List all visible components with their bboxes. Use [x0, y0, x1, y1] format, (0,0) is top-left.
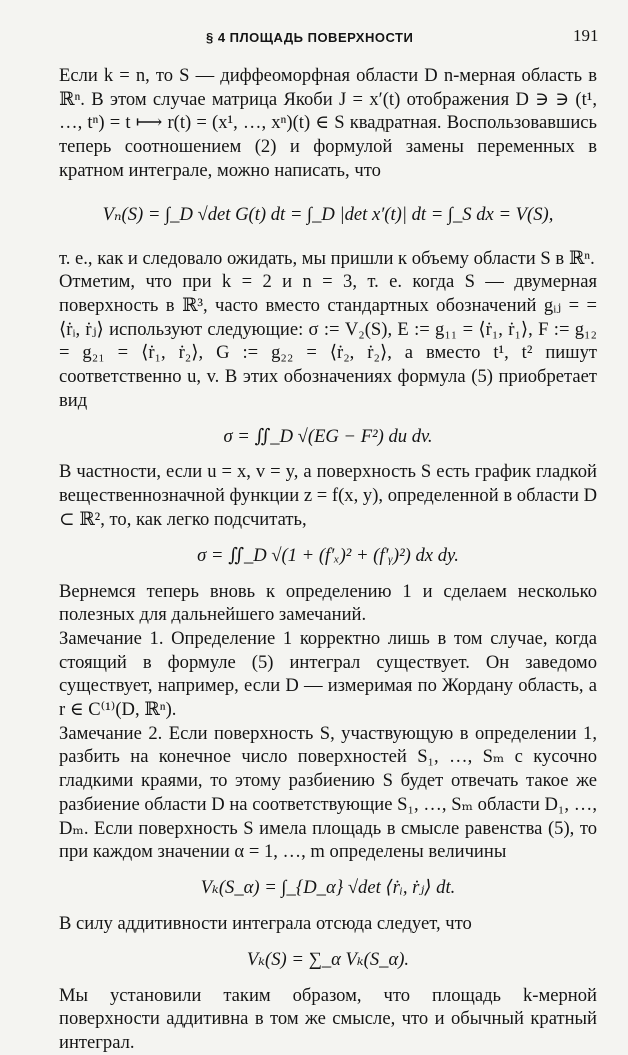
paragraph-additivity: В силу аддитивности интеграла отсюда следует, что: [59, 912, 472, 934]
page-body: [59, 64, 597, 1055]
paragraph-conclusion: Мы установили таким образом, что площадь k-мерной поверхности аддитивна в том же смысле, что и обычный кратный интеграл.: [59, 984, 597, 1054]
paragraph-graph-case: В частности, если u = x, v = y, а поверхность S есть график гладкой вещественнозначной функции z = f(x, y), определенной в области D ⊂ ℝ², то, как легко подсчитать,: [59, 461, 597, 530]
formula-area-eg: σ = ∬_D √(EG − F²) du dv.: [223, 425, 433, 447]
remark-2: Замечание 2. Если поверхность S, участвующую в определении 1, разбить на конечное число поверхностей S₁, …, Sₘ с кусочно гладкими краями, то этому разбиению S будет отвечать такое же разбиение области D на соответствующие S₁, …, Sₘ области D₁, …, Dₘ. Если поверхность S имела площадь в смысле равенства (5), то при каждом значении α = 1, …, m определены величины: [59, 722, 597, 863]
formula-volume: Vₙ(S) = ∫_D √det G(t) dt = ∫_D |det x′(t)| dt = ∫_S dx = V(S),: [102, 203, 554, 225]
paragraph-return-definition: Вернемся теперь вновь к определению 1 и сделаем несколько полезных для дальнейшего замечаний.: [59, 580, 597, 626]
page-header: [0, 26, 628, 50]
paragraph-notation: Отметим, что при k = 2 и n = 3, т. е. когда S — двумерная поверхность в ℝ³, часто вместо стандартных обозначений gᵢⱼ = = ⟨ṙᵢ, ṙⱼ⟩ используют следующие: σ := V₂(S), E := g₁₁ = ⟨ṙ₁, ṙ₁⟩, F := g₁₂ = g₂₁ = ⟨ṙ₁, ṙ₂⟩, G := g₂₂ = ⟨ṙ₂, ṙ₂⟩, а вместо t¹, t² пишут соответственно u, v. В этих обозначениях формула (5) приобретает вид: [59, 271, 597, 411]
paragraph-volume-case: Если k = n, то S — диффеоморфная области D n-мерная область в ℝⁿ. В этом случае матрица Якоби J = x′(t) отображения D ∋ ∋ (t¹, …, tⁿ) = t ⟼ r(t) = (x¹, …, xⁿ)(t) ∈ S квадратная. Воспользовавшись теперь соотношением (2) и формулой замены переменных в кратном интеграле, можно написать, что: [59, 65, 597, 181]
page-number: 191: [573, 26, 599, 45]
remark-1: Замечание 1. Определение 1 корректно лишь в том случае, когда стоящий в формуле (5) интеграл существует. Он заведомо существует, например, если D — измеримая по Жордану область, а r ∈ C⁽¹⁾(D, ℝⁿ).: [59, 627, 597, 721]
formula-partial-area: Vₖ(S_α) = ∫_{D_α} √det ⟨ṙᵢ, ṙⱼ⟩ dt.: [200, 877, 456, 899]
formula-sum: Vₖ(S) = ∑_α Vₖ(S_α).: [246, 948, 410, 970]
paragraph-volume-conclusion: т. е., как и следовало ожидать, мы пришли к объему области S в ℝⁿ.: [59, 247, 595, 269]
running-head: § 4 ПЛОЩАДЬ ПОВЕРХНОСТИ: [206, 30, 414, 45]
formula-area-graph: σ = ∬_D √(1 + (f′ₓ)² + (f′ᵧ)²) dx dy.: [197, 544, 459, 566]
